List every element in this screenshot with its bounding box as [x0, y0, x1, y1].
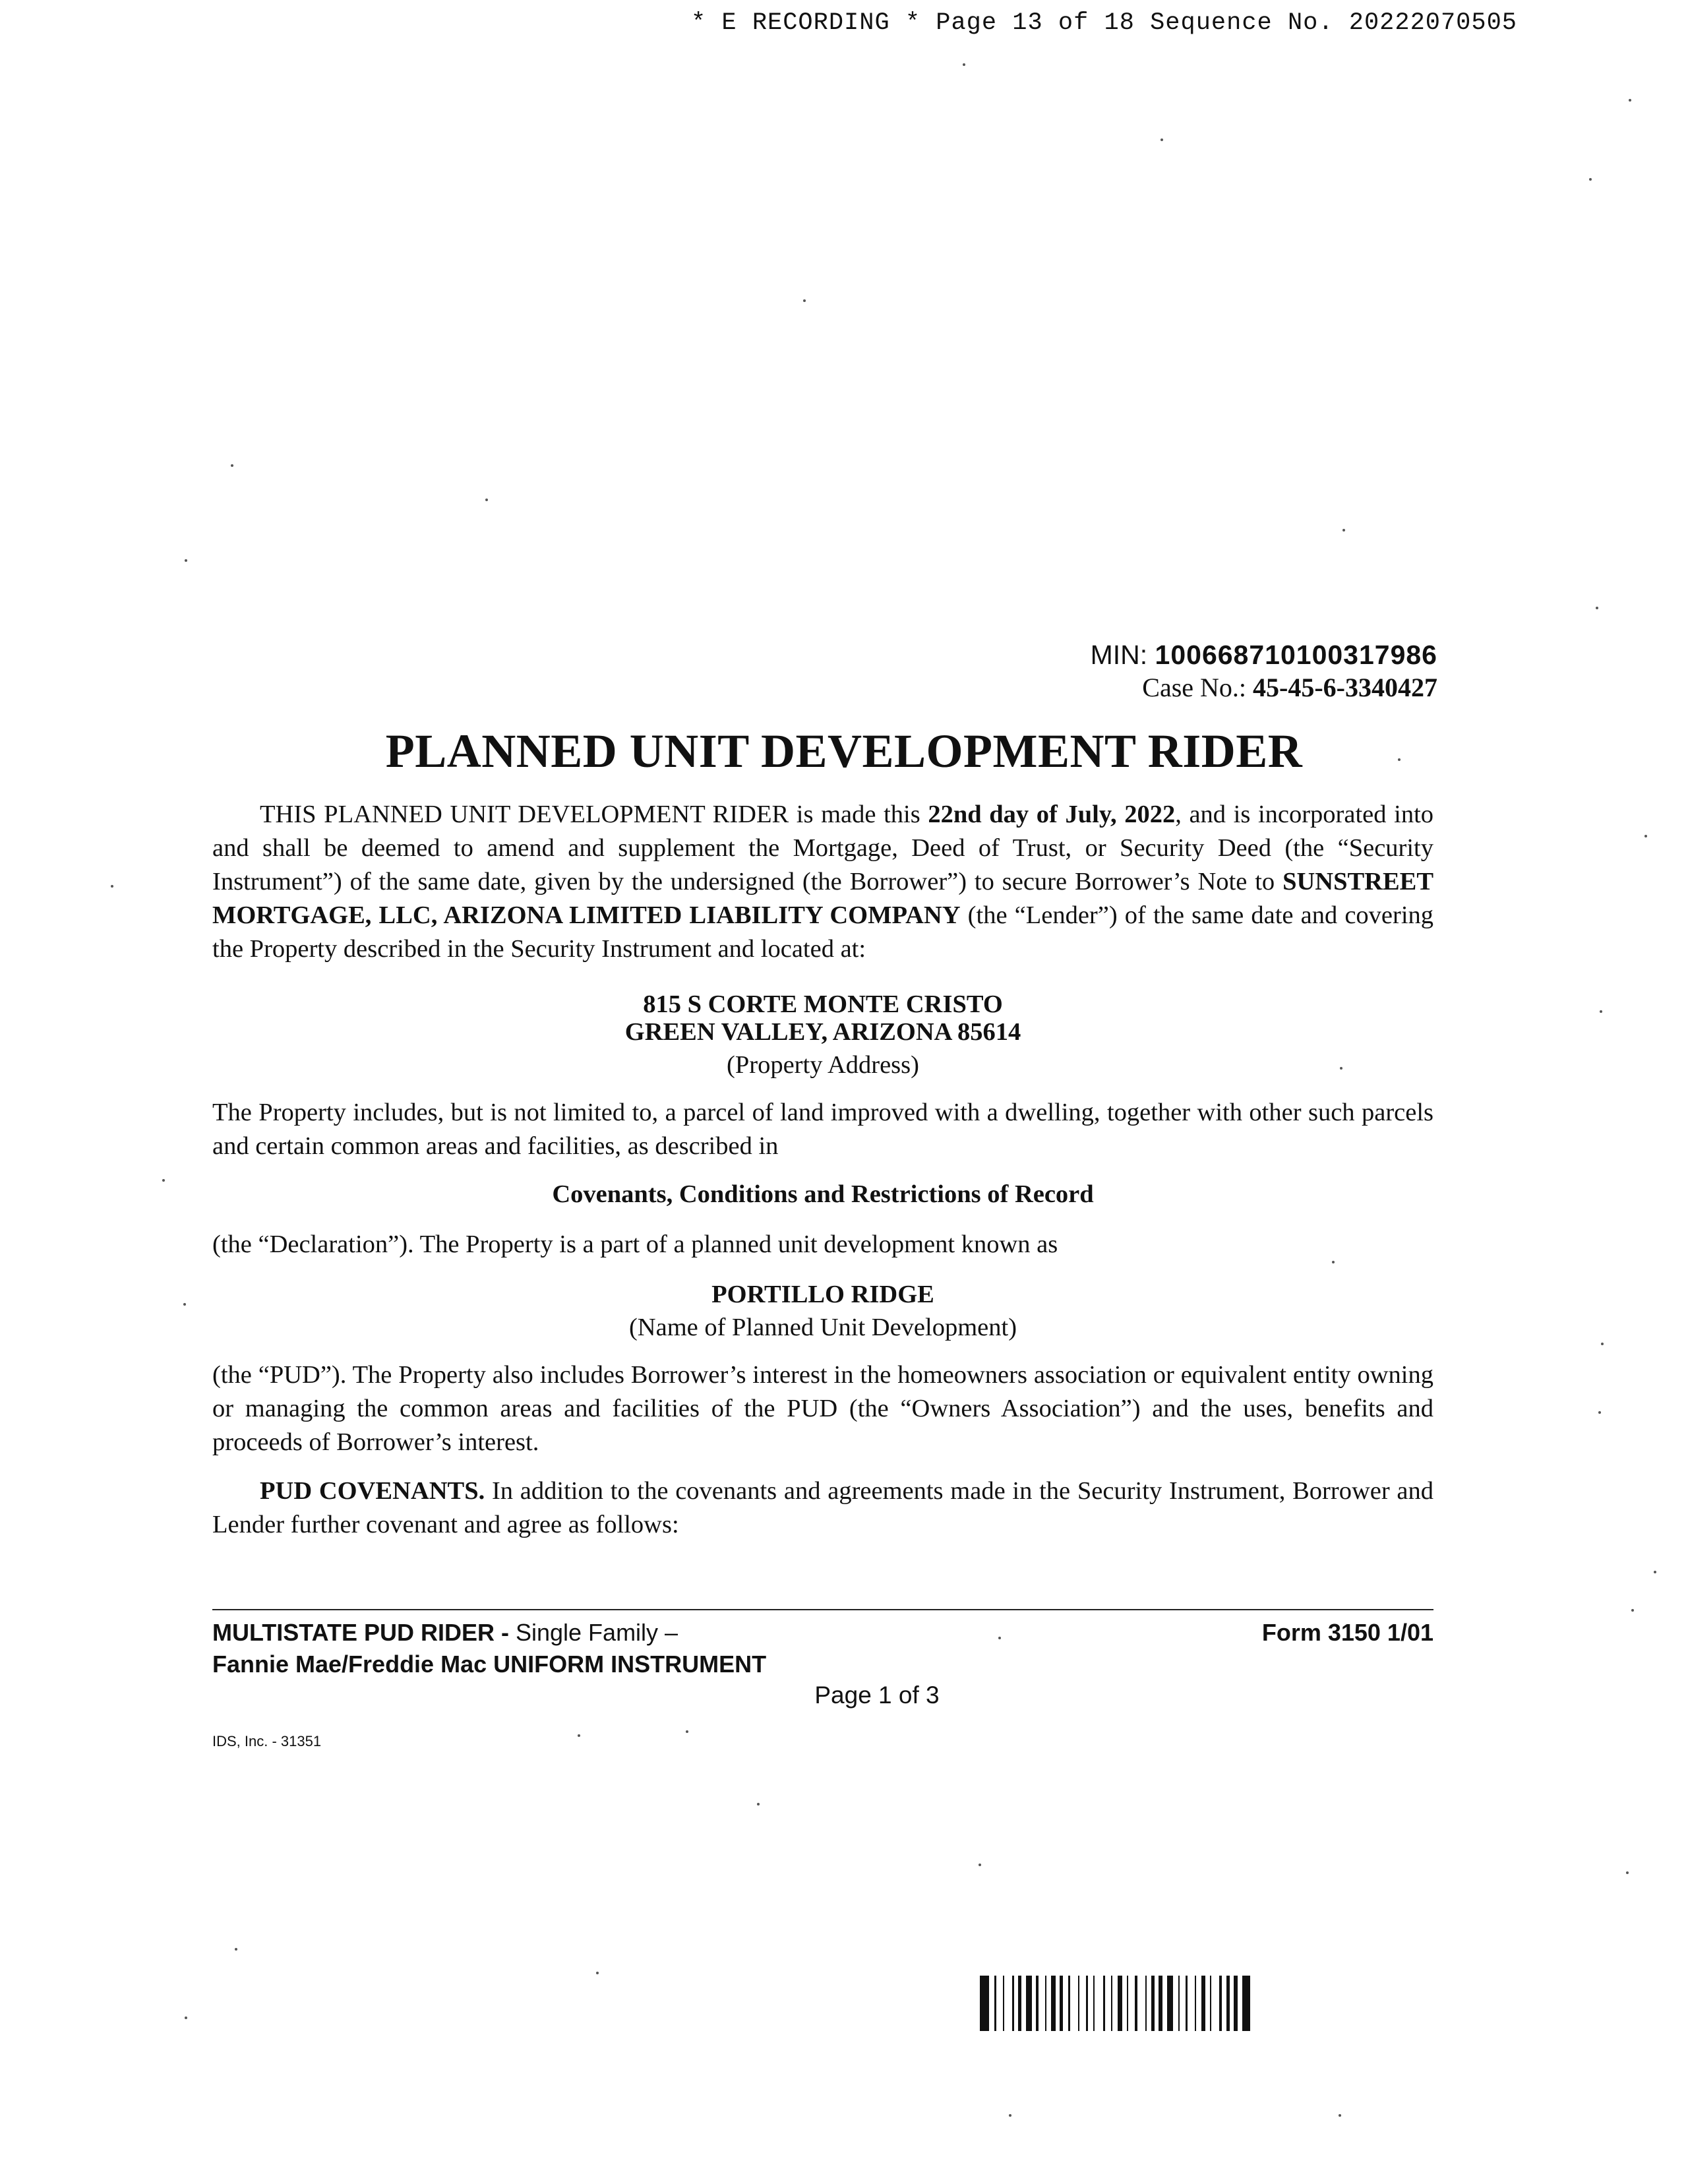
scan-speck — [1629, 99, 1631, 102]
property-address-line2: GREEN VALLEY, ARIZONA 85614 — [624, 1018, 1021, 1046]
form-number: Form 3150 1/01 — [1261, 1619, 1433, 1646]
scan-speck — [803, 299, 806, 302]
barcode-bar — [1127, 1976, 1128, 2031]
scan-speck — [1332, 1261, 1335, 1263]
case-number — [1091, 671, 1437, 704]
scan-speck — [185, 559, 187, 562]
barcode-bar — [1167, 1976, 1173, 2031]
scan-speck — [1342, 529, 1345, 531]
scan-speck — [979, 1864, 981, 1866]
property-address-caption: (Property Address) — [727, 1051, 919, 1079]
barcode-bar — [994, 1976, 996, 2031]
barcode-bar — [1111, 1976, 1112, 2031]
barcode-bar — [1151, 1976, 1155, 2031]
vendor-code: IDS, Inc. - 31351 — [212, 1733, 322, 1749]
property-address-line1: 815 S CORTE MONTE CRISTO — [643, 990, 1003, 1018]
barcode-bar — [1060, 1976, 1063, 2031]
scan-speck — [1339, 2114, 1341, 2117]
pud-caption: (Name of Planned Unit Development) — [628, 1314, 1017, 1341]
intro-text-a: THIS PLANNED UNIT DEVELOPMENT RIDER is made this — [260, 801, 920, 828]
barcode-bar — [1234, 1976, 1238, 2031]
scan-speck — [183, 1303, 186, 1306]
barcode-bar — [1178, 1976, 1180, 2031]
barcode-bar — [1051, 1976, 1056, 2031]
barcode-bar — [1226, 1976, 1230, 2031]
min-value: 100668710100317986 — [1155, 640, 1437, 670]
barcode-bar — [980, 1976, 989, 2031]
scan-speck — [963, 63, 965, 66]
covenants-text: In addition to the covenants and agreements made in the Security Instrument, Borrower and Lender further covenant and agree as follows: — [212, 1477, 1433, 1538]
property-paragraph: The Property includes, but is not limited to, a parcel of land improved with a dwelling, together with other such parcels and certain common areas and facilities, as described in — [212, 1099, 1433, 1160]
scan-speck — [1654, 1571, 1656, 1573]
barcode-bar — [1003, 1976, 1004, 2031]
scan-speck — [162, 1179, 165, 1182]
scan-speck — [1009, 2114, 1011, 2117]
barcode — [980, 1976, 1428, 2031]
scan-speck — [1644, 835, 1647, 837]
case-label: Case No.: — [1142, 673, 1247, 702]
scan-speck — [1626, 1871, 1629, 1874]
case-value: 45-45-6-3340427 — [1253, 673, 1437, 702]
intro-text-b: , and is incorporated into and shall be deemed to amend and supplement the Mortgage, Deed of Trust, or Security Deed (the “Security Instrument”) of the same date, given by the undersigned (the Borrower”) to secure Borrower’s Note to — [212, 801, 1434, 895]
barcode-bar — [1045, 1976, 1046, 2031]
barcode-bar — [1093, 1976, 1095, 2031]
scan-speck — [1398, 758, 1401, 761]
scan-speck — [1160, 138, 1163, 141]
scan-speck — [185, 2017, 187, 2019]
footer-rule — [212, 1609, 1433, 1610]
barcode-bar — [1242, 1976, 1250, 2031]
scan-speck — [1631, 1609, 1634, 1612]
barcode-bar — [1135, 1976, 1137, 2031]
barcode-bar — [1068, 1976, 1070, 2031]
barcode-bar — [1195, 1976, 1196, 2031]
page-number: Page 1 of 3 — [814, 1682, 940, 1709]
barcode-bar — [1026, 1976, 1032, 2031]
barcode-bar — [1210, 1976, 1211, 2031]
form-title-rest: Single Family – — [515, 1619, 678, 1646]
scan-speck — [1340, 1067, 1342, 1070]
scan-speck — [1589, 178, 1592, 181]
form-title-line1 — [212, 1617, 766, 1649]
scan-speck — [998, 1637, 1001, 1639]
scan-speck — [111, 885, 113, 888]
covenants-heading: PUD COVENANTS. — [260, 1477, 485, 1505]
scan-speck — [1596, 607, 1598, 609]
barcode-bar — [1036, 1976, 1039, 2031]
barcode-bar — [1103, 1976, 1105, 2031]
barcode-bar — [1086, 1976, 1088, 2031]
intro-text-c: (the “Lender”) of the same date and covering the Property described in the Security Instrument and located at: — [212, 901, 1434, 963]
scan-speck — [757, 1803, 760, 1805]
barcode-bar — [1219, 1976, 1222, 2031]
form-subtitle: Fannie Mae/Freddie Mac UNIFORM INSTRUMENT — [212, 1651, 767, 1678]
barcode-bar — [1145, 1976, 1147, 2031]
declaration-paragraph: (the “Declaration”). The Property is a part of a planned unit development known as — [212, 1230, 1058, 1258]
document-title: PLANNED UNIT DEVELOPMENT RIDER — [385, 725, 1303, 777]
scan-speck — [485, 499, 488, 501]
covenants-paragraph — [212, 1474, 1433, 1542]
pud-paragraph: (the “PUD”). The Property also includes Borrower’s interest in the homeowners association or equivalent entity owning or managing the common areas and facilities of the PUD (the “Owners Association”) and the uses, benefits and proceeds of Borrower’s interest. — [212, 1361, 1433, 1456]
scan-speck — [1601, 1343, 1604, 1345]
barcode-bar — [1159, 1976, 1162, 2031]
scan-speck — [1598, 1411, 1601, 1414]
scan-speck — [596, 1972, 599, 1974]
form-title-bold: MULTISTATE PUD RIDER - — [212, 1619, 509, 1646]
lender-name: SUNSTREET MORTGAGE, LLC, ARIZONA LIMITED LIABILITY COMPANY — [212, 868, 1434, 929]
scan-speck — [235, 1948, 237, 1951]
recording-header: * E RECORDING * Page 13 of 18 Sequence No. 20222070505 — [691, 9, 1517, 37]
loan-identifiers — [1091, 638, 1437, 704]
min-number — [1091, 638, 1437, 671]
form-title — [212, 1617, 766, 1680]
min-label: MIN: — [1090, 640, 1148, 670]
declaration-name: Covenants, Conditions and Restrictions of Record — [552, 1180, 1094, 1208]
barcode-bar — [1186, 1976, 1188, 2031]
barcode-bar — [1078, 1976, 1079, 2031]
barcode-bar — [1012, 1976, 1014, 2031]
intro-paragraph — [212, 798, 1433, 966]
scan-speck — [686, 1730, 688, 1733]
barcode-bar — [1118, 1976, 1122, 2031]
scan-speck — [578, 1734, 580, 1737]
pud-name: PORTILLO RIDGE — [711, 1281, 934, 1308]
barcode-bar — [1018, 1976, 1021, 2031]
barcode-bar — [1201, 1976, 1205, 2031]
scan-speck — [231, 464, 233, 467]
scan-speck — [1600, 1010, 1602, 1013]
rider-date: 22nd day of July, 2022 — [928, 801, 1176, 828]
